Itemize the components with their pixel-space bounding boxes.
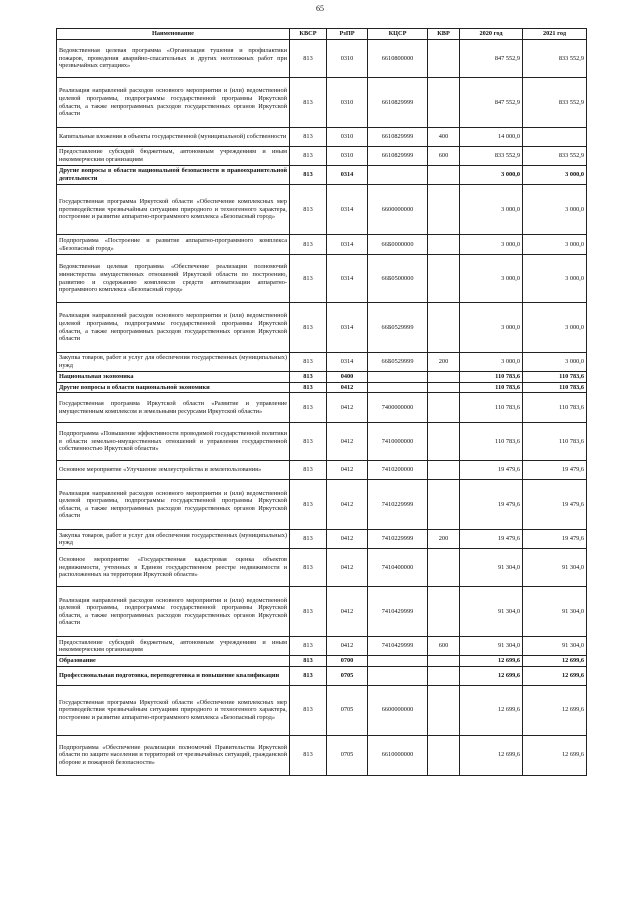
cell-2021: 3 000,0 (523, 303, 587, 353)
cell-name: Основное мероприятие «Улучшение землеустройства и землепользования» (57, 461, 290, 480)
cell-kvr: 200 (428, 353, 460, 372)
table-row (57, 353, 587, 372)
cell-kcsr: 7410200000 (368, 461, 428, 480)
table-header-row (57, 29, 587, 40)
cell-name: Профессиональная подготовка, переподготовка и повышение квалификации (57, 666, 290, 685)
table-body (57, 40, 587, 776)
cell-kvsr: 813 (290, 303, 327, 353)
cell-name: Основное мероприятие «Государственная кадастровая оценка объектов недвижимости, учтенных в Едином государственном реестре недвижимости и расположенных на территории Иркутской области» (57, 549, 290, 587)
cell-kvsr: 813 (290, 166, 327, 185)
cell-2021: 12 699,6 (523, 666, 587, 685)
cell-kvr: 400 (428, 128, 460, 147)
cell-kcsr: 66Б0529999 (368, 353, 428, 372)
cell-2020: 12 699,6 (460, 685, 523, 735)
cell-rzpr: 0314 (327, 235, 368, 255)
cell-kvsr: 813 (290, 480, 327, 530)
cell-kcsr: 6610829999 (368, 78, 428, 128)
cell-kvr (428, 303, 460, 353)
cell-2020: 91 304,0 (460, 637, 523, 656)
cell-rzpr: 0705 (327, 735, 368, 775)
cell-rzpr: 0705 (327, 685, 368, 735)
cell-kcsr: 6600000000 (368, 185, 428, 235)
cell-kvr (428, 255, 460, 303)
cell-name: Предоставление субсидий бюджетным, автономным учреждениям и иным некоммерческим организациям (57, 147, 290, 166)
cell-rzpr: 0412 (327, 637, 368, 656)
cell-kvr (428, 587, 460, 637)
cell-2020: 12 699,6 (460, 735, 523, 775)
cell-kcsr: 7410229999 (368, 480, 428, 530)
cell-kvr (428, 40, 460, 78)
cell-2021: 12 699,6 (523, 735, 587, 775)
cell-kvr (428, 461, 460, 480)
cell-rzpr: 0412 (327, 382, 368, 393)
table-row (57, 461, 587, 480)
cell-kvsr: 813 (290, 353, 327, 372)
cell-rzpr: 0412 (327, 393, 368, 423)
cell-kvsr: 813 (290, 185, 327, 235)
cell-kcsr: 7410429999 (368, 637, 428, 656)
cell-kcsr: 7410000000 (368, 423, 428, 461)
cell-kcsr: 6610829999 (368, 128, 428, 147)
cell-rzpr: 0412 (327, 461, 368, 480)
cell-2021: 91 304,0 (523, 549, 587, 587)
cell-kcsr: 7410229999 (368, 530, 428, 549)
cell-name: Реализация направлений расходов основного мероприятия и (или) ведомственной целевой программы, подпрограммы государственной программы Иркутской области, а также непрограммных расходов государственных органов Иркутской области (57, 587, 290, 637)
cell-2020: 3 000,0 (460, 353, 523, 372)
cell-2021: 110 783,6 (523, 382, 587, 393)
cell-kvr (428, 685, 460, 735)
cell-kcsr: 66Б0500000 (368, 255, 428, 303)
cell-2020: 110 783,6 (460, 423, 523, 461)
cell-kvsr: 813 (290, 656, 327, 667)
cell-kvr: 600 (428, 147, 460, 166)
page-number: 65 (316, 4, 324, 13)
cell-kvr (428, 480, 460, 530)
cell-kvr (428, 382, 460, 393)
table-row (57, 656, 587, 667)
cell-name: Государственная программа Иркутской области «Обеспечение комплексных мер противодействия чрезвычайным ситуациям природного и техногенного характера, построение и развитие аппаратно-программного комплекса «Безопасный город» (57, 685, 290, 735)
cell-rzpr: 0310 (327, 40, 368, 78)
header-year-2020: 2020 год (460, 29, 523, 40)
table-row (57, 303, 587, 353)
table-row (57, 372, 587, 383)
cell-name: Государственная программа Иркутской области «Развитие и управление имущественным комплексом и земельными ресурсами Иркутской области» (57, 393, 290, 423)
table-row (57, 637, 587, 656)
cell-kcsr: 6610000000 (368, 735, 428, 775)
cell-2020: 12 699,6 (460, 656, 523, 667)
cell-2020: 110 783,6 (460, 382, 523, 393)
cell-rzpr: 0412 (327, 530, 368, 549)
cell-kvr (428, 235, 460, 255)
cell-kvsr: 813 (290, 255, 327, 303)
header-kvr: КВР (428, 29, 460, 40)
cell-kvr (428, 549, 460, 587)
cell-kvr (428, 666, 460, 685)
table-row (57, 393, 587, 423)
cell-kcsr (368, 656, 428, 667)
table-row (57, 480, 587, 530)
cell-2021: 3 000,0 (523, 235, 587, 255)
header-rzpr: РзПР (327, 29, 368, 40)
cell-2021: 833 552,9 (523, 78, 587, 128)
cell-kcsr (368, 372, 428, 383)
cell-kvsr: 813 (290, 530, 327, 549)
table-row (57, 147, 587, 166)
cell-kvsr: 813 (290, 235, 327, 255)
cell-kvr (428, 735, 460, 775)
cell-kvsr: 813 (290, 78, 327, 128)
cell-kcsr: 6610800000 (368, 40, 428, 78)
cell-2021: 3 000,0 (523, 353, 587, 372)
cell-rzpr: 0310 (327, 78, 368, 128)
cell-2021: 3 000,0 (523, 255, 587, 303)
cell-name: Подпрограмма «Повышение эффективности проводимой государственной политики в области земельно-имущественных отношений и управления государственной собственностью Иркутской области» (57, 423, 290, 461)
cell-rzpr: 0314 (327, 185, 368, 235)
cell-2020: 3 000,0 (460, 303, 523, 353)
cell-2020: 12 699,6 (460, 666, 523, 685)
table-row (57, 78, 587, 128)
cell-kvsr: 813 (290, 587, 327, 637)
cell-kcsr: 7410400000 (368, 549, 428, 587)
cell-2020: 19 479,6 (460, 461, 523, 480)
table-row (57, 166, 587, 185)
cell-kvr (428, 166, 460, 185)
cell-rzpr: 0400 (327, 372, 368, 383)
cell-kvsr: 813 (290, 685, 327, 735)
cell-name: Подпрограмма «Обеспечение реализации полномочий Правительства Иркутской области по защите населения и территорий от чрезвычайных ситуаций, гражданской обороне и пожарной безопасности» (57, 735, 290, 775)
cell-2021: 110 783,6 (523, 423, 587, 461)
cell-kvsr: 813 (290, 423, 327, 461)
cell-name: Национальная экономика (57, 372, 290, 383)
cell-rzpr: 0314 (327, 166, 368, 185)
cell-2020: 91 304,0 (460, 549, 523, 587)
cell-name: Капитальные вложения в объекты государственной (муниципальной) собственности (57, 128, 290, 147)
header-year-2021: 2021 год (523, 29, 587, 40)
cell-2020: 110 783,6 (460, 393, 523, 423)
cell-kcsr: 6610829999 (368, 147, 428, 166)
cell-rzpr: 0700 (327, 656, 368, 667)
cell-rzpr: 0412 (327, 423, 368, 461)
cell-kcsr: 7400000000 (368, 393, 428, 423)
budget-table (56, 28, 587, 776)
cell-name: Подпрограмма «Построение и развитие аппаратно-программного комплекса «Безопасный город» (57, 235, 290, 255)
table-row (57, 735, 587, 775)
table-row (57, 549, 587, 587)
cell-name: Реализация направлений расходов основного мероприятия и (или) ведомственной целевой программы, подпрограммы государственной программы Иркутской области, а также непрограммных расходов государственных органов Иркутской области (57, 303, 290, 353)
cell-2020: 3 000,0 (460, 166, 523, 185)
cell-2020: 3 000,0 (460, 235, 523, 255)
table-row (57, 40, 587, 78)
cell-kvr: 200 (428, 530, 460, 549)
cell-2021: 91 304,0 (523, 587, 587, 637)
cell-2021: 91 304,0 (523, 637, 587, 656)
cell-2020: 847 552,9 (460, 78, 523, 128)
cell-2021: 12 699,6 (523, 685, 587, 735)
cell-rzpr: 0412 (327, 480, 368, 530)
cell-kcsr (368, 382, 428, 393)
cell-2021: 12 699,6 (523, 656, 587, 667)
cell-name: Образование (57, 656, 290, 667)
cell-name: Реализация направлений расходов основного мероприятия и (или) ведомственной целевой программы, подпрограммы государственной программы Иркутской области, а также непрограммных расходов государственных органов Иркутской области (57, 480, 290, 530)
cell-kvsr: 813 (290, 128, 327, 147)
header-name: Наименование (57, 29, 290, 40)
cell-name: Другие вопросы в области национальной экономики (57, 382, 290, 393)
cell-2020: 847 552,9 (460, 40, 523, 78)
cell-kvr (428, 656, 460, 667)
cell-kcsr: 66Б0000000 (368, 235, 428, 255)
cell-kvsr: 813 (290, 637, 327, 656)
cell-name: Закупка товаров, работ и услуг для обеспечения государственных (муниципальных) нужд (57, 353, 290, 372)
header-kcsr: КЦСР (368, 29, 428, 40)
cell-kcsr: 7410429999 (368, 587, 428, 637)
cell-2021: 3 000,0 (523, 185, 587, 235)
table-row (57, 587, 587, 637)
table-row (57, 382, 587, 393)
table-row (57, 423, 587, 461)
cell-2020: 3 000,0 (460, 185, 523, 235)
cell-name: Ведомственная целевая программа «Организация тушения и профилактики пожаров, проведения аварийно-спасательных и других неотложных работ при чрезвычайных ситуациях» (57, 40, 290, 78)
cell-kcsr (368, 166, 428, 185)
cell-2021: 19 479,6 (523, 480, 587, 530)
cell-kvsr: 813 (290, 372, 327, 383)
cell-2021: 19 479,6 (523, 461, 587, 480)
cell-kvsr: 813 (290, 666, 327, 685)
cell-name: Реализация направлений расходов основного мероприятия и (или) ведомственной целевой программы, подпрограммы государственной программы Иркутской области, а также непрограммных расходов государственных органов Иркутской области (57, 78, 290, 128)
cell-name: Другие вопросы в области национальной безопасности и правоохранительной деятельности (57, 166, 290, 185)
cell-kvr (428, 393, 460, 423)
cell-2020: 19 479,6 (460, 530, 523, 549)
cell-2020: 14 000,0 (460, 128, 523, 147)
cell-kvsr: 813 (290, 382, 327, 393)
cell-rzpr: 0314 (327, 353, 368, 372)
table-row (57, 255, 587, 303)
cell-rzpr: 0310 (327, 147, 368, 166)
table-row (57, 685, 587, 735)
cell-2021: 110 783,6 (523, 372, 587, 383)
cell-kvsr: 813 (290, 549, 327, 587)
cell-2020: 833 552,9 (460, 147, 523, 166)
cell-kcsr: 66Б0529999 (368, 303, 428, 353)
cell-kvsr: 813 (290, 40, 327, 78)
cell-kvsr: 813 (290, 461, 327, 480)
cell-rzpr: 0314 (327, 303, 368, 353)
table-row (57, 185, 587, 235)
cell-kvr: 600 (428, 637, 460, 656)
cell-name: Предоставление субсидий бюджетным, автономным учреждениям и иным некоммерческим организациям (57, 637, 290, 656)
table-row (57, 128, 587, 147)
table-row (57, 530, 587, 549)
table-row (57, 666, 587, 685)
cell-2021: 833 552,9 (523, 147, 587, 166)
cell-kcsr (368, 666, 428, 685)
cell-kvr (428, 372, 460, 383)
cell-kvsr: 813 (290, 735, 327, 775)
cell-rzpr: 0412 (327, 549, 368, 587)
cell-rzpr: 0314 (327, 255, 368, 303)
cell-kcsr: 6600000000 (368, 685, 428, 735)
cell-kvr (428, 423, 460, 461)
cell-2020: 110 783,6 (460, 372, 523, 383)
table-row (57, 235, 587, 255)
cell-rzpr: 0310 (327, 128, 368, 147)
cell-2020: 91 304,0 (460, 587, 523, 637)
header-kvsr: КВСР (290, 29, 327, 40)
cell-2021 (523, 128, 587, 147)
cell-kvr (428, 78, 460, 128)
cell-kvsr: 813 (290, 393, 327, 423)
cell-rzpr: 0412 (327, 587, 368, 637)
cell-2021: 19 479,6 (523, 530, 587, 549)
cell-2021: 3 000,0 (523, 166, 587, 185)
cell-kvr (428, 185, 460, 235)
cell-rzpr: 0705 (327, 666, 368, 685)
cell-kvsr: 813 (290, 147, 327, 166)
cell-2020: 19 479,6 (460, 480, 523, 530)
cell-2021: 110 783,6 (523, 393, 587, 423)
cell-2021: 833 552,9 (523, 40, 587, 78)
cell-name: Ведомственная целевая программа «Обеспечение реализации полномочий министерства имущественных отношений Иркутской области по построению, развитию и содержанию комплексов средств автоматизации аппаратно-программного комплекса «Безопасный город» (57, 255, 290, 303)
cell-name: Государственная программа Иркутской области «Обеспечение комплексных мер противодействия чрезвычайным ситуациям природного и техногенного характера, построение и развитие аппаратно-программного комплекса «Безопасный город» (57, 185, 290, 235)
cell-2020: 3 000,0 (460, 255, 523, 303)
cell-name: Закупка товаров, работ и услуг для обеспечения государственных (муниципальных) нужд (57, 530, 290, 549)
